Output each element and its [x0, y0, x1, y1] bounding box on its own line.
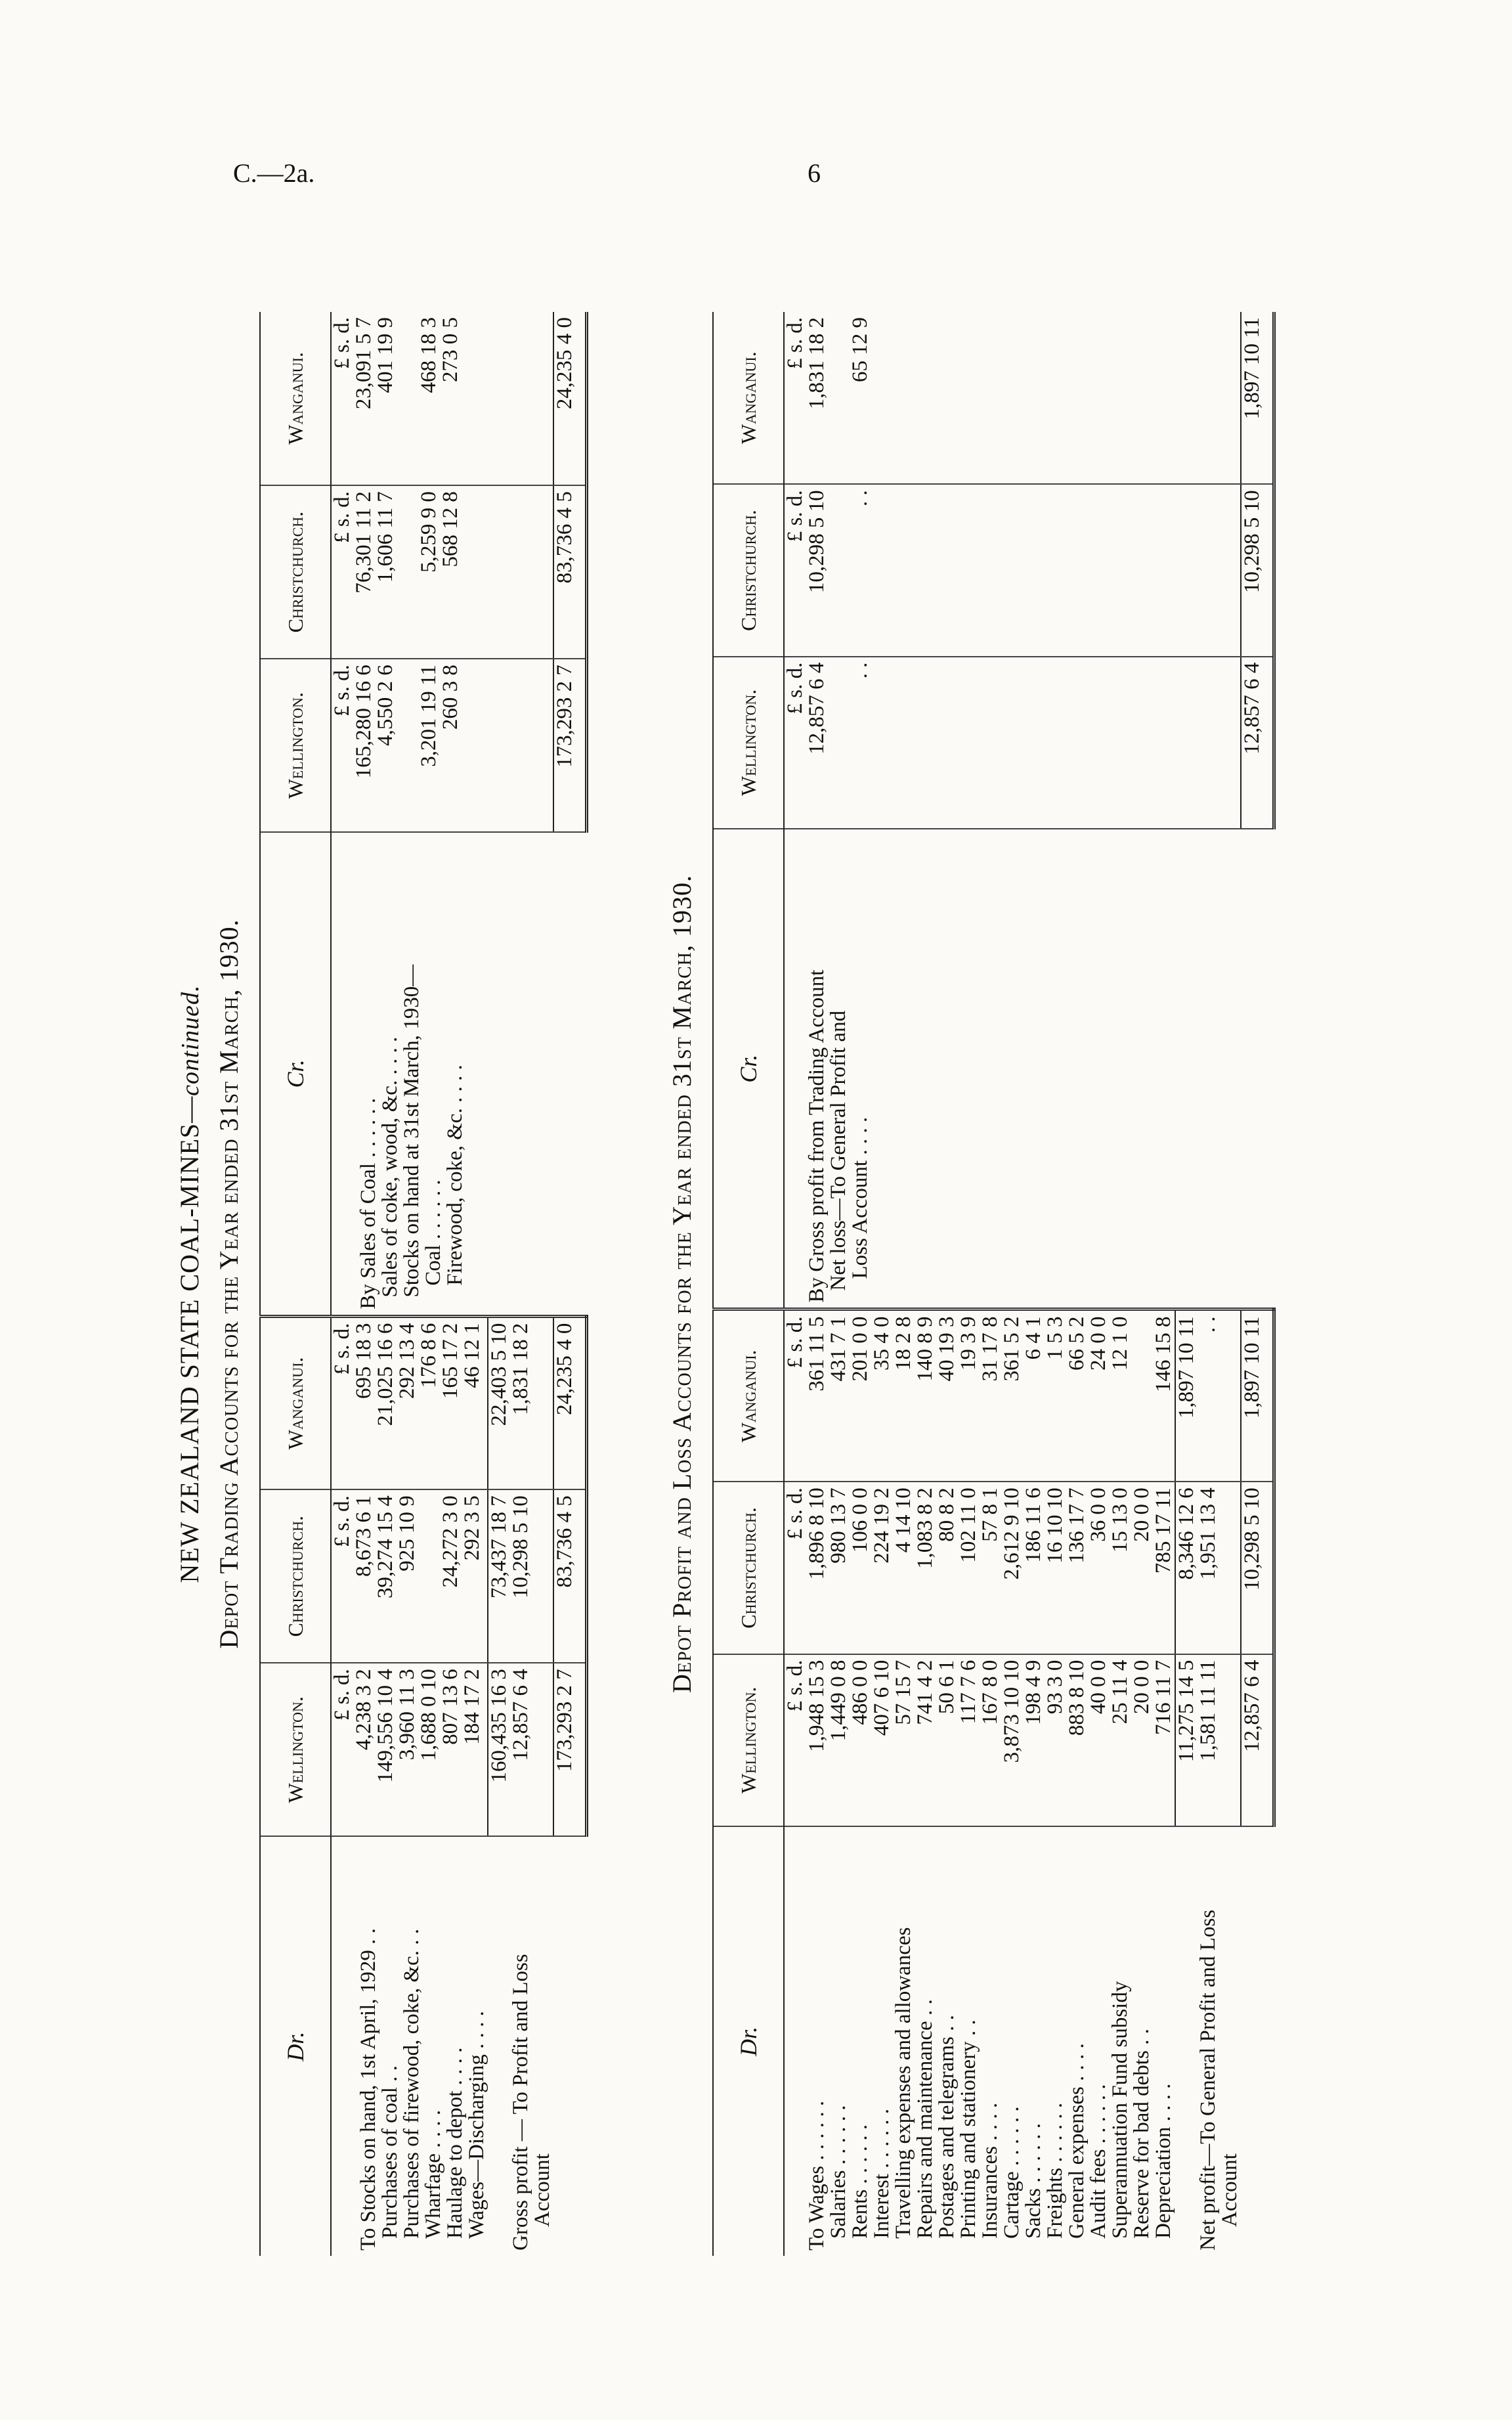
amount: 361 5 2	[1000, 1316, 1024, 1382]
trading-total-dr-christchurch: 83,736 4 5	[553, 1489, 586, 1663]
trading-dr-item: Purchases of firewood, coke, &c. . .	[400, 1929, 423, 2239]
amount	[397, 665, 418, 826]
currency-header: £ s. d.	[330, 1323, 354, 1375]
amount	[397, 491, 418, 653]
page-number: 6	[808, 158, 821, 188]
pl-dr-subtotal-christchurch: 8,346 12 6	[1175, 1482, 1198, 1654]
trading-spacer	[488, 485, 510, 659]
trading-dr-wellington	[331, 1663, 488, 1836]
trading-dr-items	[331, 1836, 488, 2256]
trading-spacer	[488, 312, 510, 485]
pl-cr-col-wellington: Wellington.	[713, 657, 784, 829]
pl-dr-item: Reserve for bad debts . .	[1130, 2029, 1154, 2239]
amount: 883 8 10	[1065, 1660, 1089, 1736]
pl-total-cr-wellington: 12,857 6 4	[1241, 657, 1274, 829]
amount: 65 12 9	[848, 317, 872, 382]
amount: 4,550 2 6	[374, 665, 397, 746]
pl-dr-wanganui	[784, 1309, 1175, 1482]
amount	[828, 663, 850, 823]
currency-header: £ s. d.	[330, 491, 354, 543]
amount: 146 15 8	[1152, 1316, 1175, 1392]
pl-spacer	[1198, 312, 1241, 484]
pl-spacer	[1175, 829, 1198, 1309]
amount: 980 13 7	[827, 1487, 850, 1564]
amount: 807 13 6	[439, 1669, 462, 1745]
trading-spacer	[510, 312, 553, 485]
trading-cr-item: Stocks on hand at 31st March, 1930—	[400, 964, 423, 1298]
pl-dr-item: Interest . . . . . .	[870, 2109, 894, 2239]
amount: 40 0 0	[1087, 1660, 1110, 1715]
amount: 57 15 7	[892, 1660, 915, 1725]
amount: 10,298 5 10	[805, 490, 829, 594]
pl-dr-item: General expenses . . . .	[1065, 2043, 1089, 2239]
pl-cr-christchurch	[784, 484, 1175, 656]
amount: 167 8 0	[978, 1660, 1002, 1725]
trading-spacer	[553, 1836, 586, 2256]
pl-dr-item: Repairs and maintenance . .	[913, 1999, 937, 2239]
trading-dr-col-christchurch: Christchurch.	[260, 1489, 331, 1663]
amount: 39,274 15 4	[374, 1495, 397, 1598]
amount: 198 4 9	[1022, 1660, 1045, 1725]
trading-cr-item: By Sales of Coal . . . . . .	[356, 1097, 380, 1309]
amount: 184 17 2	[460, 1669, 484, 1745]
amount: 224 19 2	[870, 1487, 894, 1564]
pl-cr-item: Net loss—To General Profit and	[827, 1010, 850, 1291]
amount: 12,857 6 4	[805, 662, 829, 755]
pl-total-dr-wellington: 12,857 6 4	[1241, 1654, 1274, 1826]
currency-header: £ s. d.	[330, 665, 354, 716]
document-title	[174, 299, 205, 2269]
trading-cr-col-wanganui: Wanganui.	[260, 312, 331, 485]
pl-dr-item: Superannuation Fund subsidy	[1108, 1981, 1132, 2239]
pl-spacer	[1198, 829, 1241, 1309]
pl-dr-christchurch	[784, 1482, 1175, 1654]
pl-total-dr-christchurch: 10,298 5 10	[1241, 1482, 1274, 1654]
pl-dr-item: Travelling expenses and allowances	[892, 1927, 915, 2239]
amount: 3,201 19 11	[417, 665, 441, 767]
trading-cr-items	[331, 832, 488, 1316]
currency-header: £ s. d.	[330, 1669, 354, 1721]
trading-dr-item: Purchases of coal . .	[378, 2065, 402, 2239]
trading-dr-item: Haulage to depot . . . .	[443, 2047, 467, 2239]
rotated-page-content	[167, 299, 1336, 2269]
trading-dr-col-wanganui: Wanganui.	[260, 1316, 331, 1489]
pl-total-dr-wanganui: 1,897 10 11	[1241, 1309, 1274, 1482]
trading-cr-item: Firewood, coke, &c. . . . .	[443, 1065, 467, 1286]
amount	[828, 317, 850, 478]
trading-spacer	[510, 832, 553, 1316]
trading-dr-subtotal-christchurch: 73,437 18 7	[488, 1489, 510, 1663]
document-title-continued: continued.	[177, 984, 204, 1096]
amount	[1131, 1316, 1153, 1476]
pl-dr-item: Depreciation . . . .	[1152, 2083, 1175, 2239]
pl-cr-col-wanganui: Wanganui.	[713, 312, 784, 484]
amount: . .	[848, 662, 872, 679]
pl-spacer	[1241, 829, 1274, 1309]
trading-dr-item: To Stocks on hand, 1st April, 1929 . .	[356, 1928, 380, 2251]
amount	[397, 317, 418, 479]
amount: 186 11 6	[1022, 1487, 1045, 1563]
pl-dr-item: To Wages . . . . . .	[805, 2100, 829, 2251]
amount: 46 12 1	[460, 1323, 484, 1388]
document-title-text: NEW ZEALAND STATE COAL-MINES—	[175, 1095, 204, 1583]
amount: 136 17 7	[1065, 1487, 1089, 1564]
pl-spacer	[1175, 484, 1198, 656]
amount: 16 10 10	[1043, 1487, 1067, 1564]
trading-dr-subtotal-wellington: 160,435 16 3	[488, 1663, 510, 1836]
pl-dr-item: Freights . . . . . .	[1043, 2102, 1067, 2239]
currency-header: £ s. d.	[783, 1316, 807, 1369]
currency-header: £ s. d.	[783, 490, 807, 542]
amount: 24 0 0	[1087, 1316, 1110, 1371]
trading-dr-item: Wharfage . . . .	[421, 2109, 445, 2239]
amount: 12 1 0	[1108, 1316, 1132, 1371]
currency-header: £ s. d.	[783, 662, 807, 715]
amount: 1 5 3	[1043, 1316, 1067, 1360]
net-profit-text: Net profit—To General Profit and Loss	[1196, 1909, 1220, 2251]
amount: 165 17 2	[439, 1323, 462, 1399]
amount: 140 8 9	[913, 1316, 937, 1382]
trading-table	[259, 312, 588, 2256]
trading-dr-header: Dr.	[260, 1836, 331, 2256]
amount: 4,238 3 2	[352, 1669, 376, 1751]
report-reference: C.—2a.	[233, 158, 315, 188]
amount: 1,083 8 2	[913, 1487, 937, 1570]
amount: 1,948 15 3	[805, 1660, 829, 1752]
amount: 3,960 11 3	[395, 1669, 419, 1761]
pl-table	[712, 312, 1276, 2256]
pl-dr-item: Insurances . . . .	[978, 2102, 1002, 2239]
amount: 6 4 1	[1022, 1316, 1045, 1360]
amount: 23,091 5 7	[352, 317, 376, 410]
trading-cr-item: Coal . . . . . .	[421, 1179, 445, 1286]
pl-dr-item: Salaries . . . . . .	[827, 2105, 850, 2239]
pl-spacer	[1175, 1826, 1198, 2256]
pl-dr-subtotal-wanganui: 1,897 10 11	[1175, 1309, 1198, 1482]
trading-gross-profit-wanganui: 1,831 18 2	[510, 1316, 553, 1489]
amount: 21,025 16 6	[374, 1323, 397, 1426]
pl-net-profit-wellington: 1,581 11 11	[1198, 1654, 1241, 1826]
pl-dr-wellington	[784, 1654, 1175, 1826]
amount: 106 0 0	[848, 1487, 872, 1553]
trading-cr-wanganui	[331, 312, 488, 485]
amount: 431 7 1	[827, 1316, 850, 1382]
pl-dr-item: Printing and stationery . .	[957, 2019, 980, 2239]
amount: 117 7 6	[957, 1660, 980, 1725]
pl-spacer	[1175, 312, 1198, 484]
currency-header: £ s. d.	[783, 1487, 807, 1540]
trading-total-cr-christchurch: 83,736 4 5	[553, 485, 586, 659]
pl-title: Depot Profit and Loss Accounts for the Year ended 31st March, 1930.	[667, 874, 697, 1694]
trading-gross-profit-wellington: 12,857 6 4	[510, 1663, 553, 1836]
trading-dr-subtotal-wanganui: 22,403 5 10	[488, 1316, 510, 1489]
trading-spacer	[488, 1836, 510, 2256]
pl-cr-header: Cr.	[713, 829, 784, 1309]
pl-net-profit-label	[1198, 1826, 1241, 2256]
trading-cr-col-christchurch: Christchurch.	[260, 485, 331, 659]
amount: 20 0 0	[1130, 1487, 1154, 1542]
amount: 260 3 8	[439, 665, 462, 730]
amount: . .	[848, 490, 872, 507]
pl-cr-col-christchurch: Christchurch.	[713, 484, 784, 656]
gross-profit-text: Account	[530, 2153, 554, 2227]
amount: 149,556 10 4	[374, 1669, 397, 1783]
trading-dr-col-wellington: Wellington.	[260, 1663, 331, 1836]
trading-total-dr-wanganui: 24,235 4 0	[553, 1316, 586, 1489]
amount: 50 6 1	[935, 1660, 959, 1715]
trading-cr-wellington	[331, 659, 488, 832]
pl-spacer	[1198, 484, 1241, 656]
pl-dr-col-christchurch: Christchurch.	[713, 1482, 784, 1654]
pl-cr-item: By Gross profit from Trading Account	[805, 969, 829, 1303]
trading-gross-profit-christchurch: 10,298 5 10	[510, 1489, 553, 1663]
amount: 80 8 2	[935, 1487, 959, 1542]
trading-spacer	[553, 832, 586, 1316]
pl-dr-col-wellington: Wellington.	[713, 1654, 784, 1826]
amount: 1,606 11 7	[374, 491, 397, 583]
trading-total-cr-wanganui: 24,235 4 0	[553, 312, 586, 485]
amount: 20 0 0	[1130, 1660, 1154, 1715]
amount: 18 2 8	[892, 1316, 915, 1371]
pl-dr-header: Dr.	[713, 1826, 784, 2256]
amount: 102 11 0	[957, 1487, 980, 1563]
amount: 176 8 6	[417, 1323, 441, 1388]
pl-dr-item: Postages and telegrams . .	[935, 2015, 959, 2239]
amount	[828, 490, 850, 650]
amount: 40 19 3	[935, 1316, 959, 1382]
amount: 1,896 8 10	[805, 1487, 829, 1580]
pl-net-profit-wanganui: . .	[1198, 1309, 1241, 1482]
pl-dr-items	[784, 1826, 1175, 2256]
amount: 15 13 0	[1108, 1487, 1132, 1553]
amount: 1,688 0 10	[417, 1669, 441, 1761]
pl-spacer	[1198, 657, 1241, 829]
pl-cr-item: Loss Account . . . .	[848, 1116, 872, 1279]
trading-dr-christchurch	[331, 1489, 488, 1663]
pl-net-profit-christchurch: 1,951 13 4	[1198, 1482, 1241, 1654]
net-profit-text: Account	[1218, 2153, 1242, 2227]
amount: 407 6 10	[870, 1660, 894, 1736]
trading-cr-christchurch	[331, 485, 488, 659]
pl-dr-item: Sacks . . . . . .	[1022, 2123, 1045, 2239]
amount: 741 4 2	[913, 1660, 937, 1725]
pl-total-cr-wanganui: 1,897 10 11	[1241, 312, 1274, 484]
amount: 468 18 3	[417, 317, 441, 393]
amount: 785 17 11	[1152, 1487, 1175, 1574]
amount: 35 4 0	[870, 1316, 894, 1371]
amount: 486 0 0	[848, 1660, 872, 1725]
amount	[418, 1495, 440, 1657]
amount: 695 18 3	[352, 1323, 376, 1399]
trading-cr-col-wellington: Wellington.	[260, 659, 331, 832]
amount: 25 11 4	[1108, 1660, 1132, 1725]
trading-total-cr-wellington: 173,293 2 7	[553, 659, 586, 832]
amount: 273 0 5	[439, 317, 462, 382]
amount: 4 14 10	[892, 1487, 915, 1553]
amount: 292 13 4	[395, 1323, 419, 1399]
amount: 36 0 0	[1087, 1487, 1110, 1542]
amount: 716 11 7	[1152, 1660, 1175, 1735]
amount: 76,301 11 2	[352, 491, 376, 594]
trading-spacer	[488, 832, 510, 1316]
trading-cr-header: Cr.	[260, 832, 331, 1316]
pl-dr-subtotal-wellington: 11,275 14 5	[1175, 1654, 1198, 1826]
amount: 5,259 9 0	[417, 491, 441, 573]
amount: 24,272 3 0	[439, 1495, 462, 1588]
pl-dr-item: Rents . . . . . .	[848, 2124, 872, 2239]
amount: 93 3 0	[1043, 1660, 1067, 1715]
pl-spacer	[1241, 1826, 1274, 2256]
amount: 401 19 9	[374, 317, 397, 393]
amount: 3,873 10 10	[1000, 1660, 1024, 1763]
trading-total-dr-wellington: 173,293 2 7	[553, 1663, 586, 1836]
currency-header: £ s. d.	[783, 317, 807, 369]
amount: 361 11 5	[805, 1316, 829, 1392]
pl-total-cr-christchurch: 10,298 5 10	[1241, 484, 1274, 656]
pl-spacer	[1175, 657, 1198, 829]
amount: 925 10 9	[395, 1495, 419, 1572]
trading-spacer	[488, 659, 510, 832]
currency-header: £ s. d.	[783, 1660, 807, 1712]
amount: 201 0 0	[848, 1316, 872, 1382]
trading-dr-item: Wages—Discharging . . . .	[465, 2011, 488, 2239]
pl-dr-item: Audit fees . . . . . .	[1087, 2084, 1110, 2239]
amount: 292 3 5	[460, 1495, 484, 1561]
amount: 8,673 6 1	[352, 1495, 376, 1577]
pl-cr-wellington	[784, 657, 1175, 829]
amount: 31 17 8	[978, 1316, 1002, 1382]
pl-dr-item: Cartage . . . . . .	[1000, 2106, 1024, 2239]
currency-header: £ s. d.	[330, 317, 354, 369]
amount: 1,449 0 8	[827, 1660, 850, 1742]
trading-gross-profit-label	[510, 1836, 553, 2256]
pl-cr-items	[784, 829, 1175, 1309]
amount: 66 5 2	[1065, 1316, 1089, 1371]
trading-cr-item: Sales of coke, wood, &c. . . . .	[378, 1036, 402, 1298]
currency-header: £ s. d.	[330, 1495, 354, 1548]
pl-dr-col-wanganui: Wanganui.	[713, 1309, 784, 1482]
amount: 19 3 9	[957, 1316, 980, 1371]
trading-spacer	[510, 485, 553, 659]
amount: 2,612 9 10	[1000, 1487, 1024, 1580]
trading-title: Depot Trading Accounts for the Year ended 31st March, 1930.	[214, 919, 244, 1649]
trading-dr-wanganui	[331, 1316, 488, 1489]
gross-profit-text: Gross profit — To Profit and Loss	[509, 1954, 532, 2251]
amount: 165,280 16 6	[352, 665, 376, 779]
amount: 568 12 8	[439, 491, 462, 567]
trading-spacer	[510, 659, 553, 832]
amount: 1,831 18 2	[805, 317, 829, 410]
pl-cr-wanganui	[784, 312, 1175, 484]
amount: 57 8 1	[978, 1487, 1002, 1542]
